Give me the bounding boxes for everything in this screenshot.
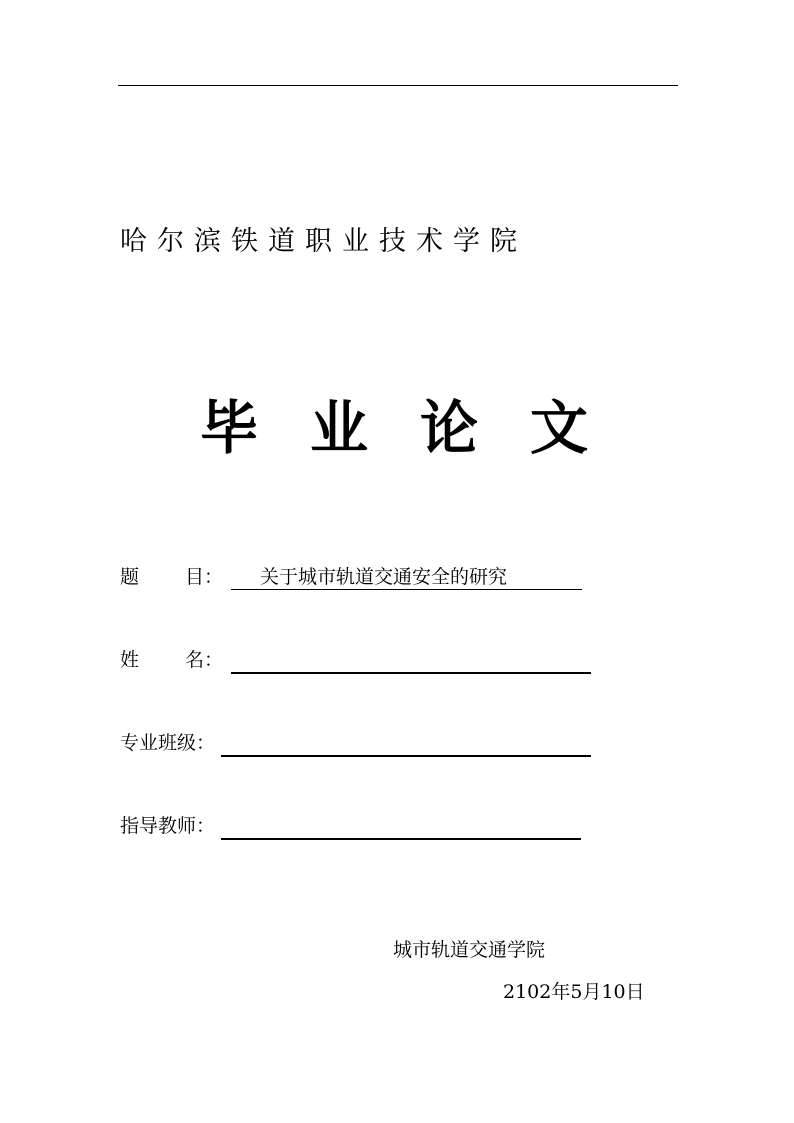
advisor-underline (221, 838, 581, 840)
name-underline (231, 672, 591, 674)
topic-underline (231, 589, 582, 590)
name-label-second: 名： (185, 649, 224, 671)
document-title: 毕业论文 (200, 394, 641, 462)
topic-label-second: 目： (185, 566, 224, 588)
school-name: 哈尔滨铁道职业技术学院 (120, 226, 527, 257)
advisor-label: 指导教师： (120, 815, 216, 837)
topic-label (120, 563, 223, 591)
header-rule (118, 85, 678, 86)
footer-college: 城市轨道交通学院 (393, 939, 546, 961)
major-class-underline (221, 755, 591, 757)
name-label-first: 姓 (120, 649, 140, 671)
footer-date: 2102年5月10日 (503, 981, 645, 1003)
topic-label-first: 题 (120, 566, 140, 588)
topic-value: 关于城市轨道交通安全的研究 (260, 566, 508, 588)
major-class-label: 专业班级： (120, 732, 216, 754)
name-label (120, 646, 223, 674)
